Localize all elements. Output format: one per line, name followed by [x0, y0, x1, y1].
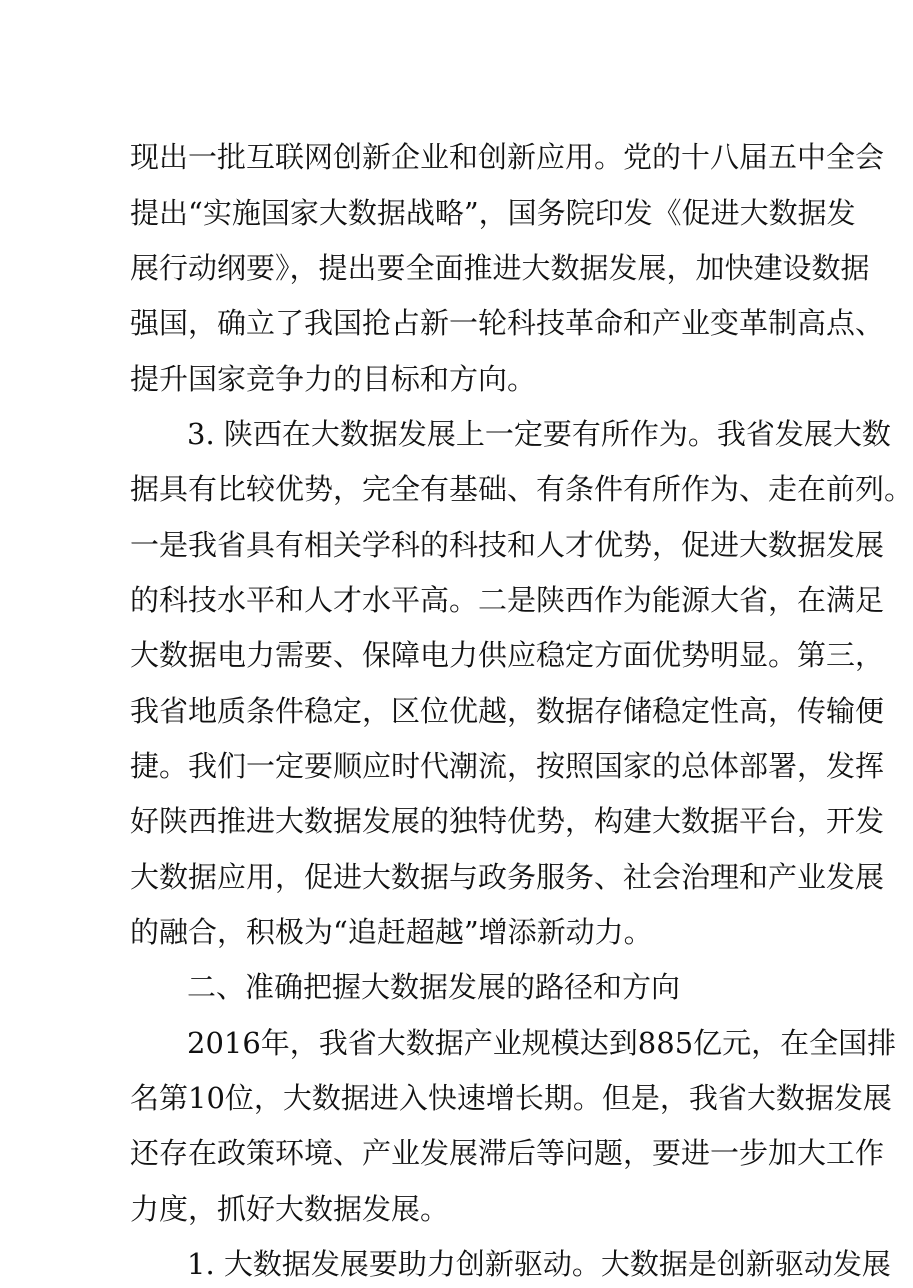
section-heading: 二、准确把握大数据发展的路径和方向 — [187, 970, 681, 1004]
text-line: 3. 陕西在大数据发展上一定要有所作为。我省发展大数 — [187, 417, 891, 451]
text-line: 提升国家竞争力的目标和方向。 — [130, 362, 537, 396]
text-line: 我省地质条件稳定，区位优越，数据存储稳定性高，传输便 — [130, 694, 885, 728]
text-line: 提出“实施国家大数据战略”，国务院印发《促进大数据发 — [130, 196, 856, 230]
text-line: 还存在政策环境、产业发展滞后等问题，要进一步加大工作 — [130, 1136, 885, 1170]
text-line: 的融合，积极为“追赶超越”增添新动力。 — [130, 915, 653, 949]
text-line: 捷。我们一定要顺应时代潮流，按照国家的总体部署，发挥 — [130, 749, 885, 783]
text-line: 好陕西推进大数据发展的独特优势，构建大数据平台，开发 — [130, 804, 885, 838]
text-line: 2016年，我省大数据产业规模达到885亿元，在全国排 — [187, 1026, 897, 1060]
text-line: 1. 大数据发展要助力创新驱动。大数据是创新驱动发展 — [187, 1247, 891, 1281]
text-line: 现出一批互联网创新企业和创新应用。党的十八届五中全会 — [130, 140, 885, 174]
text-line: 的科技水平和人才水平高。二是陕西作为能源大省，在满足 — [130, 583, 885, 617]
text-line: 强国，确立了我国抢占新一轮科技革命和产业变革制高点、 — [130, 306, 885, 340]
text-line: 名第10位，大数据进入快速增长期。但是，我省大数据发展 — [130, 1081, 892, 1115]
text-line: 力度，抓好大数据发展。 — [130, 1192, 450, 1226]
text-line: 展行动纲要》，提出要全面推进大数据发展，加快建设数据 — [130, 251, 870, 285]
text-line: 一是我省具有相关学科的科技和人才优势，促进大数据发展 — [130, 528, 885, 562]
text-line: 大数据应用，促进大数据与政务服务、社会治理和产业发展 — [130, 860, 885, 894]
text-line: 据具有比较优势，完全有基础、有条件有所作为、走在前列。 — [130, 472, 913, 506]
text-line: 大数据电力需要、保障电力供应稳定方面优势明显。第三， — [130, 638, 885, 672]
